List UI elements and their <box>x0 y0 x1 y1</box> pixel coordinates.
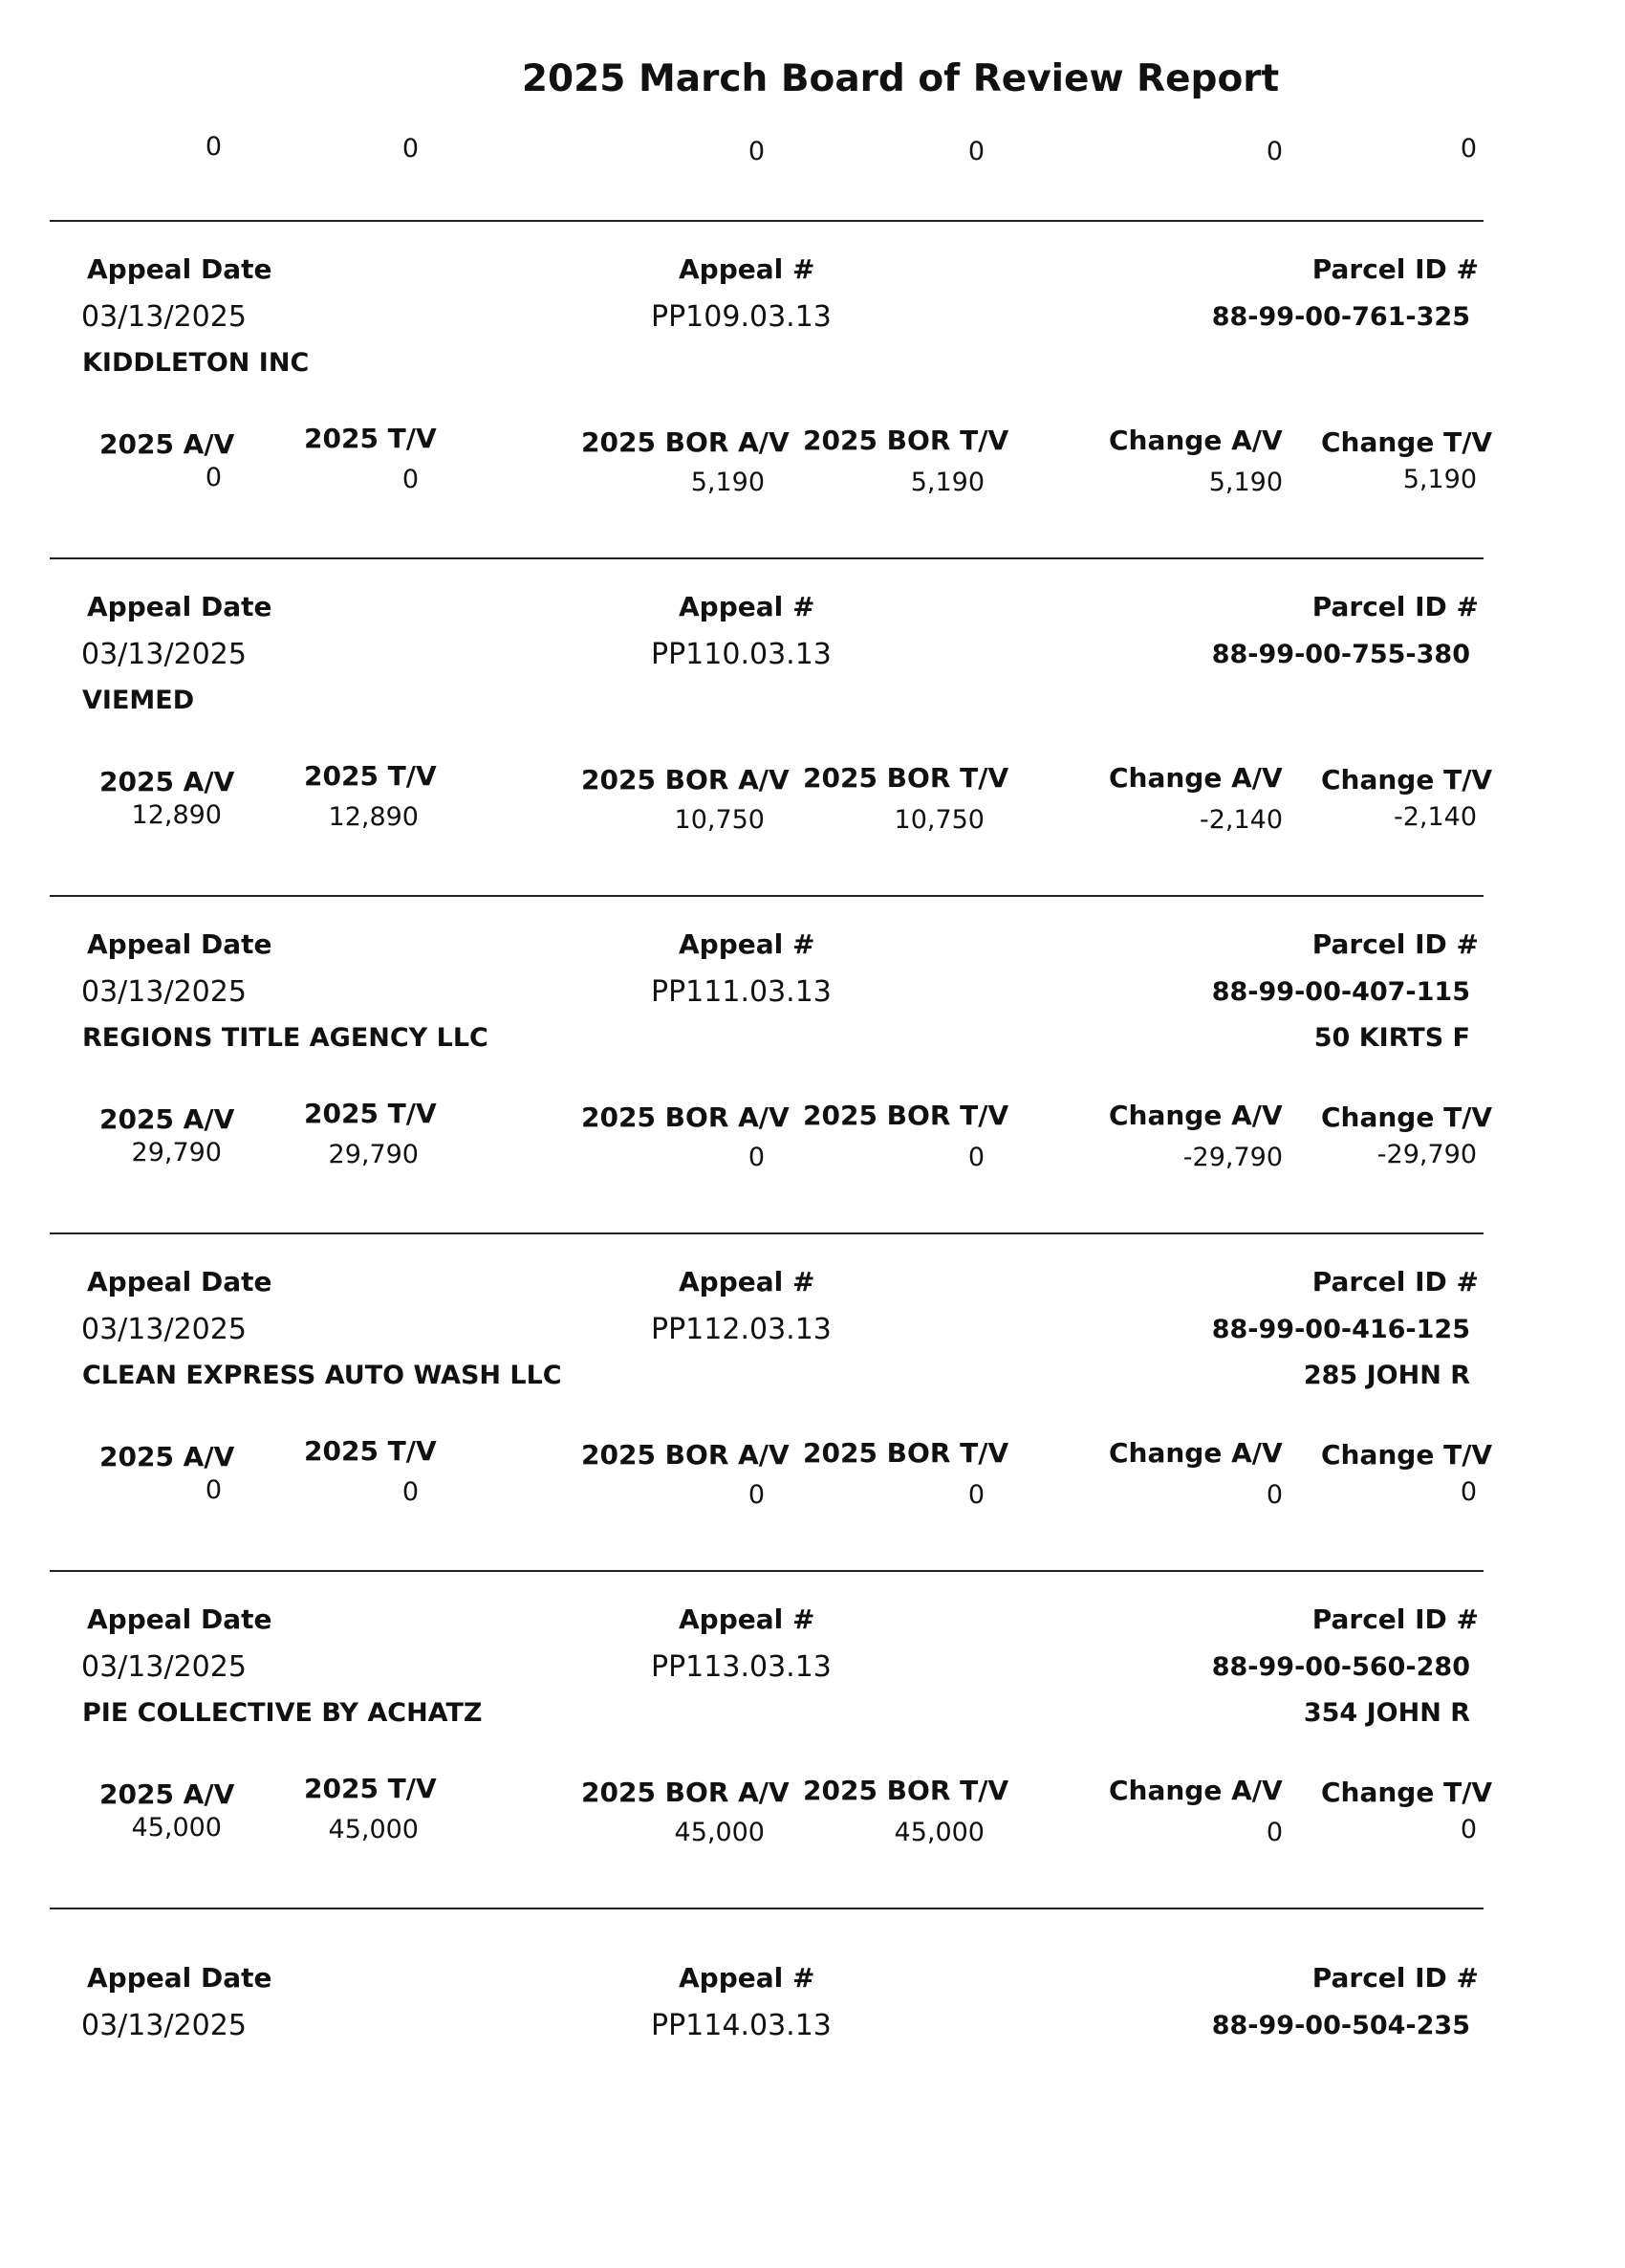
appeal-date-label: Appeal Date <box>87 1603 272 1635</box>
change-tv-value: 0 <box>1460 1815 1477 1844</box>
appeal-date-label: Appeal Date <box>87 1266 272 1298</box>
av-value: 29,790 <box>131 1138 222 1167</box>
owner-name: CLEAN EXPRESS AUTO WASH LLC <box>82 1361 562 1390</box>
appeal-number-value: PP110.03.13 <box>651 638 832 671</box>
bor-av-label: 2025 BOR A/V <box>581 764 790 796</box>
report-title: 2025 March Board of Review Report <box>521 57 1280 100</box>
appeal-date-label: Appeal Date <box>87 928 272 960</box>
av-value: 45,000 <box>131 1813 222 1843</box>
av-value: 12,890 <box>131 800 222 830</box>
bor-av-label: 2025 BOR A/V <box>581 426 790 458</box>
parcel-id-value: 88-99-00-407-115 <box>1211 977 1470 1007</box>
appeal-number-label: Appeal # <box>679 928 815 960</box>
owner-name: KIDDLETON INC <box>82 348 310 378</box>
parcel-id-label: Parcel ID # <box>1311 1962 1479 1994</box>
bor-tv-value: 45,000 <box>894 1818 985 1847</box>
change-tv-value: -29,790 <box>1376 1140 1477 1169</box>
appeal-number-value: PP114.03.13 <box>651 2009 832 2042</box>
appeal-date-label: Appeal Date <box>87 591 272 622</box>
carryover-change-av: 0 <box>1266 137 1283 166</box>
bor-tv-label: 2025 BOR T/V <box>803 425 1009 456</box>
bor-av-value: 0 <box>748 1480 765 1510</box>
bor-tv-value: 0 <box>967 1143 985 1172</box>
parcel-id-value: 88-99-00-761-325 <box>1211 302 1470 332</box>
appeal-record <box>0 557 1625 897</box>
carryover-change-tv: 0 <box>1460 134 1477 164</box>
parcel-id-label: Parcel ID # <box>1311 1266 1479 1298</box>
change-tv-value: 5,190 <box>1402 465 1477 494</box>
change-av-label: Change A/V <box>1109 1100 1283 1131</box>
carryover-av: 0 <box>205 132 222 162</box>
appeal-record <box>0 220 1625 559</box>
change-tv-label: Change T/V <box>1321 1101 1493 1133</box>
bor-av-value: 5,190 <box>690 468 765 497</box>
bor-tv-value: 10,750 <box>894 805 985 835</box>
change-tv-value: 0 <box>1460 1477 1477 1507</box>
appeal-date-value: 03/13/2025 <box>81 300 247 334</box>
appeal-number-value: PP113.03.13 <box>651 1650 832 1684</box>
owner-name: REGIONS TITLE AGENCY LLC <box>82 1023 488 1053</box>
tv-label: 2025 T/V <box>304 760 437 792</box>
property-address: 50 KIRTS F <box>1313 1023 1470 1053</box>
appeal-record <box>0 1570 1625 1909</box>
bor-av-value: 0 <box>748 1143 765 1172</box>
change-av-value: 0 <box>1266 1818 1283 1847</box>
appeal-date-value: 03/13/2025 <box>81 1313 247 1346</box>
carryover-bor-tv: 0 <box>967 137 985 166</box>
change-tv-label: Change T/V <box>1321 1777 1493 1808</box>
appeal-number-label: Appeal # <box>679 1266 815 1298</box>
appeal-record-partial <box>0 1929 1625 2268</box>
tv-value: 12,890 <box>328 802 419 832</box>
av-label: 2025 A/V <box>99 1103 235 1135</box>
change-tv-label: Change T/V <box>1321 1439 1493 1471</box>
property-address: 285 JOHN R <box>1303 1361 1470 1390</box>
appeal-number-value: PP111.03.13 <box>651 975 832 1009</box>
appeal-date-label: Appeal Date <box>87 1962 272 1994</box>
bor-av-label: 2025 BOR A/V <box>581 1777 790 1808</box>
parcel-id-value: 88-99-00-755-380 <box>1211 640 1470 669</box>
tv-value: 0 <box>401 1477 419 1507</box>
appeal-record <box>0 895 1625 1234</box>
appeal-date-value: 03/13/2025 <box>81 975 247 1009</box>
owner-name: VIEMED <box>82 686 195 715</box>
tv-value: 45,000 <box>328 1815 419 1844</box>
av-label: 2025 A/V <box>99 766 235 797</box>
carryover-bor-av: 0 <box>748 137 765 166</box>
change-av-label: Change A/V <box>1109 1775 1283 1806</box>
carryover-tv: 0 <box>401 134 419 164</box>
tv-value: 29,790 <box>328 1140 419 1169</box>
tv-label: 2025 T/V <box>304 1773 437 1804</box>
bor-tv-label: 2025 BOR T/V <box>803 1100 1009 1131</box>
appeal-record <box>0 1232 1625 1572</box>
bor-av-label: 2025 BOR A/V <box>581 1101 790 1133</box>
bor-tv-label: 2025 BOR T/V <box>803 762 1009 794</box>
tv-value: 0 <box>401 465 419 494</box>
av-value: 0 <box>205 1475 222 1505</box>
av-label: 2025 A/V <box>99 1441 235 1472</box>
appeal-date-value: 03/13/2025 <box>81 2009 247 2042</box>
change-tv-label: Change T/V <box>1321 764 1493 796</box>
bor-tv-value: 5,190 <box>910 468 985 497</box>
parcel-id-label: Parcel ID # <box>1311 928 1479 960</box>
parcel-id-value: 88-99-00-416-125 <box>1211 1315 1470 1344</box>
appeal-date-value: 03/13/2025 <box>81 638 247 671</box>
parcel-id-value: 88-99-00-560-280 <box>1211 1652 1470 1682</box>
av-label: 2025 A/V <box>99 428 235 460</box>
appeal-number-value: PP109.03.13 <box>651 300 832 334</box>
bor-av-value: 45,000 <box>674 1818 765 1847</box>
appeal-number-label: Appeal # <box>679 1603 815 1635</box>
property-address: 354 JOHN R <box>1303 1698 1470 1728</box>
av-label: 2025 A/V <box>99 1778 235 1810</box>
parcel-id-label: Parcel ID # <box>1311 591 1479 622</box>
divider <box>50 1908 1484 1909</box>
bor-tv-value: 0 <box>967 1480 985 1510</box>
change-av-value: -29,790 <box>1182 1143 1283 1172</box>
change-tv-label: Change T/V <box>1321 426 1493 458</box>
appeal-number-label: Appeal # <box>679 253 815 285</box>
parcel-id-label: Parcel ID # <box>1311 253 1479 285</box>
change-av-value: -2,140 <box>1199 805 1283 835</box>
parcel-id-value: 88-99-00-504-235 <box>1211 2011 1470 2040</box>
appeal-number-label: Appeal # <box>679 1962 815 1994</box>
owner-name: PIE COLLECTIVE BY ACHATZ <box>82 1698 483 1728</box>
appeal-date-label: Appeal Date <box>87 253 272 285</box>
change-av-label: Change A/V <box>1109 1437 1283 1469</box>
change-av-label: Change A/V <box>1109 425 1283 456</box>
change-tv-value: -2,140 <box>1393 802 1477 832</box>
av-value: 0 <box>205 463 222 492</box>
tv-label: 2025 T/V <box>304 1098 437 1129</box>
change-av-value: 0 <box>1266 1480 1283 1510</box>
bor-tv-label: 2025 BOR T/V <box>803 1775 1009 1806</box>
parcel-id-label: Parcel ID # <box>1311 1603 1479 1635</box>
bor-tv-label: 2025 BOR T/V <box>803 1437 1009 1469</box>
tv-label: 2025 T/V <box>304 1435 437 1467</box>
change-av-value: 5,190 <box>1208 468 1283 497</box>
bor-av-label: 2025 BOR A/V <box>581 1439 790 1471</box>
appeal-number-value: PP112.03.13 <box>651 1313 832 1346</box>
appeal-date-value: 03/13/2025 <box>81 1650 247 1684</box>
bor-av-value: 10,750 <box>674 805 765 835</box>
tv-label: 2025 T/V <box>304 423 437 454</box>
appeal-number-label: Appeal # <box>679 591 815 622</box>
change-av-label: Change A/V <box>1109 762 1283 794</box>
